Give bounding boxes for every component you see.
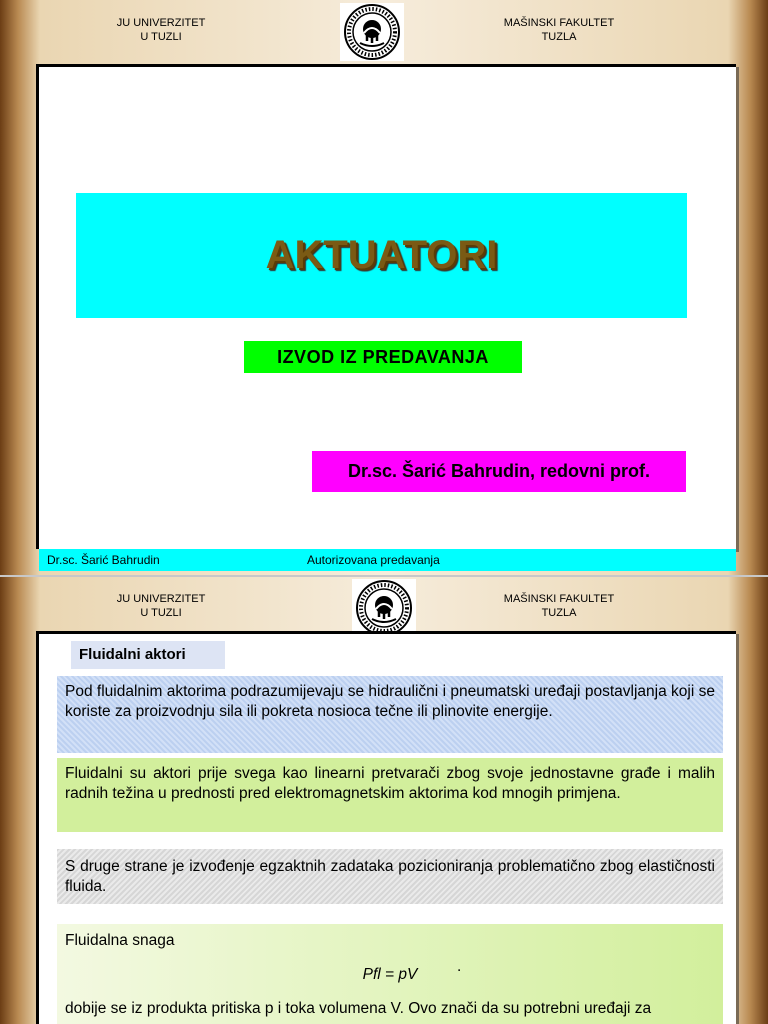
header-university	[113, 16, 209, 44]
formula-text: Pfl = pV	[362, 966, 418, 983]
slide-2	[0, 577, 768, 1024]
paragraph-definition-text: Pod fluidalnim aktorima podrazumijevaju se hidraulični i pneumatski uređaji postavljanja koji se koriste za proizvodnju sila ili pokreta nosioca tečne ili plinovite energije.	[65, 683, 715, 720]
header-faculty-line1: MAŠINSKI FAKULTET	[503, 593, 615, 605]
university-seal-icon	[340, 3, 404, 61]
slide-author: Dr.sc. Šarić Bahrudin, redovni prof.	[312, 451, 686, 492]
header-university	[113, 592, 209, 620]
paragraph-definition	[57, 676, 723, 753]
header-university-line1: JU UNIVERZITET	[116, 17, 206, 29]
header-faculty-line2: TUZLA	[541, 607, 577, 619]
slide-subtitle: IZVOD IZ PREDAVANJA	[244, 341, 522, 373]
paragraph-advantages	[57, 758, 723, 832]
paragraph-advantages-text: Fluidalni su aktori prije svega kao linearni pretvarači zbog svoje jednostavne građe i malih radnih težina u prednosti pred elektromagnetskim aktorima kod mnogih primjena.	[65, 765, 715, 802]
header-faculty	[494, 592, 624, 620]
header-faculty-line2: TUZLA	[541, 31, 577, 43]
paragraph-fluid-power	[57, 924, 723, 1024]
fluid-power-label: Fluidalna snaga	[65, 932, 175, 949]
header-university-line2: U TUZLI	[140, 31, 182, 43]
header-university-line1: JU UNIVERZITET	[116, 593, 206, 605]
header-faculty-line1: MAŠINSKI FAKULTET	[503, 17, 615, 29]
slide-footer	[39, 549, 736, 571]
fluid-power-explanation: dobije se iz produkta pritiska p i toka volumena V. Ovo znači da su potrebni uređaji za	[65, 1000, 652, 1017]
section-title: Fluidalni aktori	[71, 641, 225, 669]
slide-title: AKTUATORI	[265, 233, 498, 277]
header-faculty	[494, 16, 624, 44]
paragraph-limitations	[57, 849, 723, 904]
fluid-power-formula	[65, 958, 715, 985]
footer-author: Dr.sc. Šarić Bahrudin	[47, 553, 160, 567]
university-seal-icon	[352, 579, 416, 637]
title-banner	[76, 193, 687, 318]
paragraph-limitations-text: S druge strane je izvođenje egzaktnih zadataka pozicioniranja problematično zbog elastičnosti fluida.	[65, 858, 715, 895]
footer-label: Autorizovana predavanja	[307, 553, 440, 567]
formula-dot: .	[457, 958, 462, 975]
header-university-line2: U TUZLI	[140, 607, 182, 619]
